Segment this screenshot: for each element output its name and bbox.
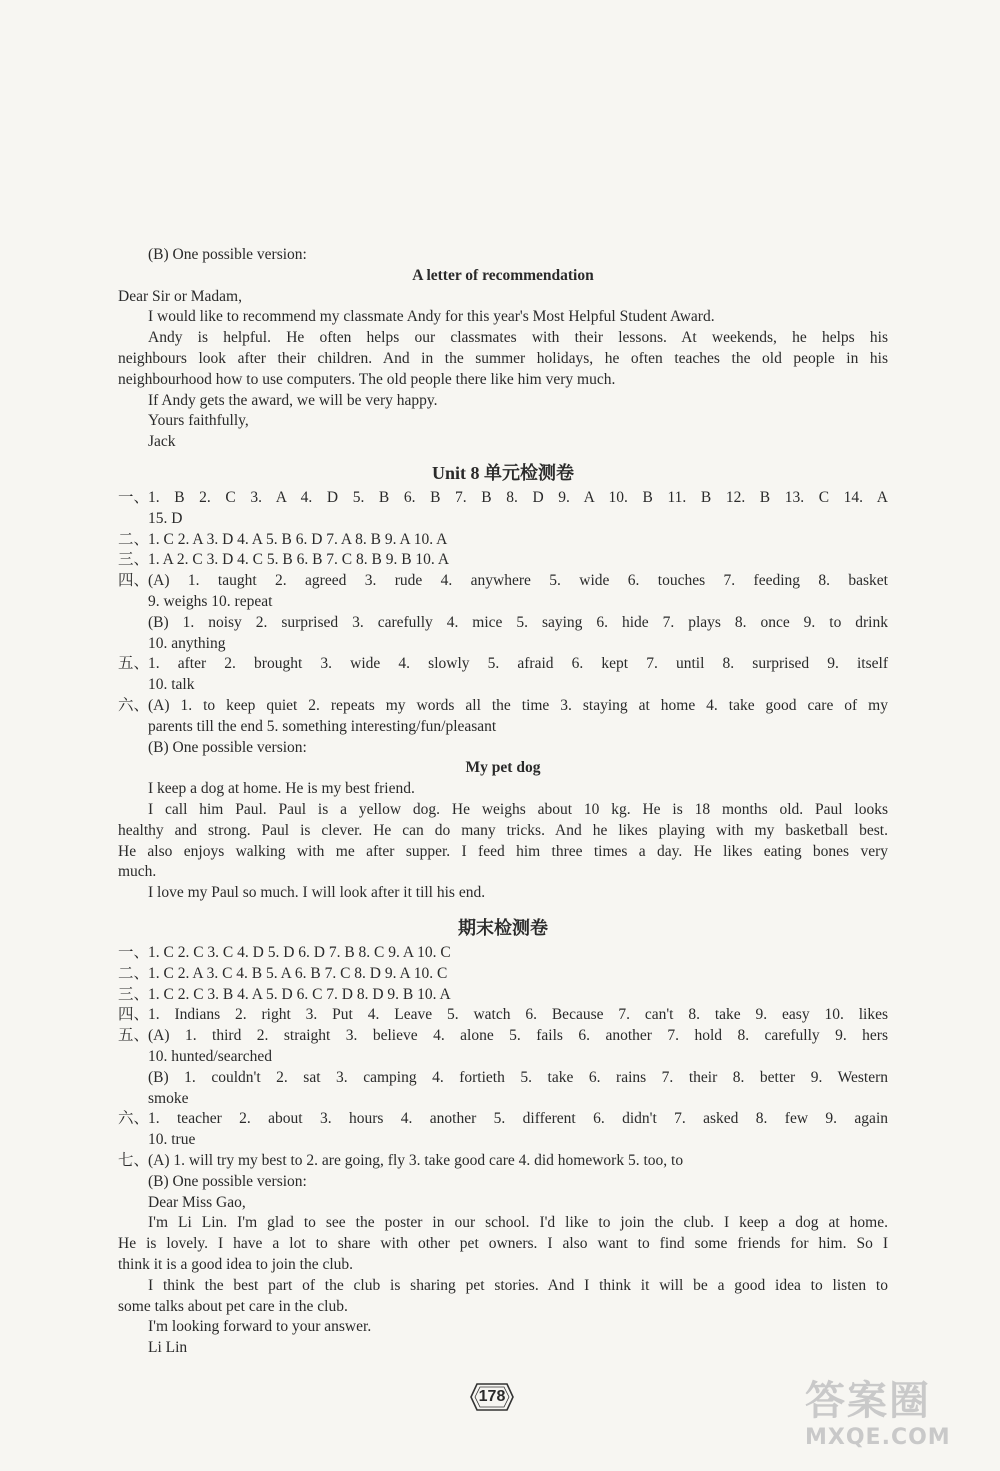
answer-row: 10. hunted/searched — [148, 1047, 272, 1065]
section-number: 二、 — [118, 964, 150, 982]
section-number: 一、 — [118, 944, 150, 961]
essay-paragraph: I keep a dog at home. He is my best friend. — [148, 780, 415, 798]
answer-row: 一、1. C 2. C 3. C 4. D 5. D 6. D 7. B 8. C 9. A 10. C — [118, 943, 888, 964]
watermark-url: MXQE.COM — [805, 1425, 951, 1450]
essay-paragraph: He also enjoys walking with me after supper. I feed him three times a day. He likes eating bones very — [118, 842, 888, 860]
letter-paragraph: neighbourhood how to use computers. The old people there like him very much. — [118, 370, 616, 388]
version-label: (B) One possible version: — [148, 1172, 307, 1190]
letter-paragraph: I'm Li Lin. I'm glad to see the poster in our school. I'd like to join the club. I keep a dog at home. — [148, 1214, 888, 1232]
answer-row: 四、(A) 1. taught 2. agreed 3. rude 4. anywhere 5. wide 6. touches 7. feeding 8. basket — [118, 571, 888, 592]
letter-closing: Yours faithfully, — [148, 412, 249, 430]
answer-row: 七、(A) 1. will try my best to 2. are going, fly 3. take good care 4. did homework 5. too, to — [118, 1151, 888, 1172]
answer-row: 一、1. B 2. C 3. A 4. D 5. B 6. B 7. B 8. D 9. A 10. B 11. B 12. B 13. C 14. A — [118, 488, 888, 509]
letter-paragraph: neighbours look after their children. And in the summer holidays, he often teaches the old people in his — [118, 349, 888, 367]
letter-closing: I'm looking forward to your answer. — [148, 1318, 372, 1336]
section-number: 一、 — [118, 489, 150, 506]
section-number: 六、 — [118, 1110, 150, 1128]
essay-paragraph: healthy and strong. Paul is clever. He can do many tricks. And he likes playing with my basketball best. — [118, 821, 888, 839]
section-number: 三、 — [118, 551, 150, 569]
section-number: 二、 — [118, 530, 150, 548]
answer-row: 10. anything — [148, 634, 226, 652]
answer-row: 二、1. C 2. A 3. C 4. B 5. A 6. B 7. C 8. D 9. A 10. C — [118, 964, 888, 985]
letter-title: A letter of recommendation — [412, 266, 594, 284]
section-number: 七、 — [118, 1151, 150, 1169]
version-label: (B) One possible version: — [148, 246, 307, 263]
section-number: 四、 — [118, 1006, 150, 1024]
version-label: (B) One possible version: — [148, 738, 307, 756]
unit8-title: Unit 8 单元检测卷 — [431, 463, 574, 483]
page-number: 178 — [467, 1380, 517, 1414]
answer-row: parents till the end 5. something interesting/fun/pleasant — [148, 717, 497, 735]
answer-row: 五、1. after 2. brought 3. wide 4. slowly 5. afraid 6. kept 7. until 8. surprised 9. itself — [118, 654, 888, 675]
answer-row: 15. D — [148, 509, 183, 527]
letter-paragraph: He is lovely. I have a lot to share with other pet owners. I also want to find some friends for him. So I — [118, 1235, 888, 1253]
answer-row: 六、1. teacher 2. about 3. hours 4. another 5. different 6. didn't 7. asked 8. few 9. again — [118, 1109, 888, 1130]
answer-row: (B) 1. couldn't 2. sat 3. camping 4. fortieth 5. take 6. rains 7. their 8. better 9. Western — [148, 1068, 888, 1086]
essay-title: My pet dog — [465, 759, 541, 777]
answer-row: 四、1. Indians 2. right 3. Put 4. Leave 5. watch 6. Because 7. can't 8. take 9. easy 10. likes — [118, 1005, 888, 1026]
letter-signature: Jack — [148, 433, 176, 451]
letter-greeting: Dear Miss Gao, — [148, 1193, 246, 1211]
essay-paragraph: I love my Paul so much. I will look after it till his end. — [148, 884, 486, 902]
section-number: 三、 — [118, 985, 150, 1003]
letter-section — [118, 245, 888, 453]
unit8-section — [118, 458, 888, 904]
section-number: 四、 — [118, 572, 150, 590]
letter-paragraph: I would like to recommend my classmate Andy for this year's Most Helpful Student Award. — [148, 308, 715, 326]
answer-row: 六、(A) 1. to keep quiet 2. repeats my words all the time 3. staying at home 4. take good care of my — [118, 696, 888, 717]
watermark-logo: 答案圈 — [805, 1378, 931, 1424]
answer-row: 五、(A) 1. third 2. straight 3. believe 4. alone 5. fails 6. another 7. hold 8. carefully 9. hers — [118, 1026, 888, 1047]
answer-row: 三、1. A 2. C 3. D 4. C 5. B 6. B 7. C 8. B 9. B 10. A — [118, 550, 888, 571]
letter-greeting: Dear Sir or Madam, — [118, 287, 242, 305]
letter-paragraph: Andy is helpful. He often helps our classmates with their lessons. At weekends, he helps his — [148, 329, 888, 347]
letter-paragraph: think it is a good idea to join the club. — [118, 1255, 354, 1273]
answer-row: 三、1. C 2. C 3. B 4. A 5. D 6. C 7. D 8. D 9. B 10. A — [118, 985, 888, 1006]
answer-row: 10. true — [148, 1131, 196, 1149]
answer-row: 9. weighs 10. repeat — [148, 592, 273, 610]
answer-row: (B) 1. noisy 2. surprised 3. carefully 4. mice 5. saying 6. hide 7. plays 8. once 9. to drink — [148, 613, 888, 631]
answer-row: 10. talk — [148, 676, 195, 694]
letter-paragraph: I think the best part of the club is sharing pet stories. And I think it will be a good idea to listen to — [148, 1276, 888, 1294]
letter-signature: Li Lin — [148, 1339, 188, 1357]
letter-paragraph: If Andy gets the award, we will be very happy. — [148, 391, 438, 409]
letter-paragraph: some talks about pet care in the club. — [118, 1297, 348, 1315]
answer-row: 二、1. C 2. A 3. D 4. A 5. B 6. D 7. A 8. B 9. A 10. A — [118, 530, 888, 551]
final-section — [118, 913, 888, 1359]
answer-row: smoke — [148, 1089, 189, 1107]
section-number: 六、 — [118, 696, 150, 714]
essay-paragraph: much. — [118, 863, 157, 881]
final-title: 期末检测卷 — [458, 918, 548, 938]
section-number: 五、 — [118, 655, 150, 673]
section-number: 五、 — [118, 1027, 150, 1045]
watermark — [805, 1378, 995, 1468]
essay-paragraph: I call him Paul. Paul is a yellow dog. He weighs about 10 kg. He is 18 months old. Paul looks — [148, 800, 888, 818]
